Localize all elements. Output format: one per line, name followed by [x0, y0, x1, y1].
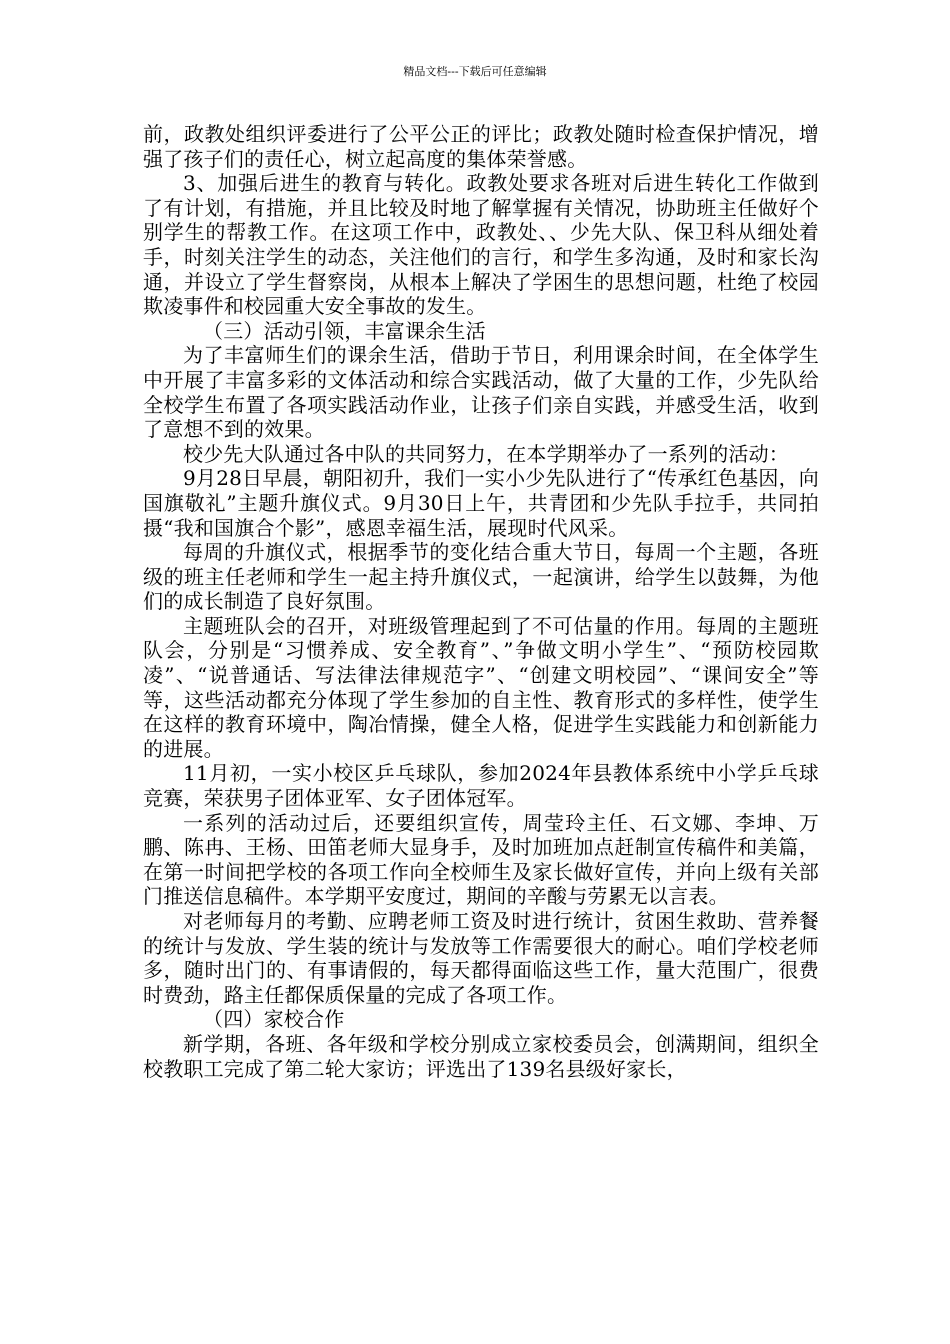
paragraph-8: 主题班队会的召开，对班级管理起到了不可估量的作用。每周的主题班队会，分别是“习惯养成、安全教育”、”争做文明小学生”、“预防校园欺凌”、“说普通话、写法律法律规范字”、“创建文明校园”、“课间安全”等等，这些活动都充分体现了学生参加的自主性、教育形式的多样性，使学生在这样的教育环境中，陶冶情操，健全人格，促进学生实践能力和创新能力的进展。	[143, 613, 819, 761]
document-body	[143, 122, 819, 1081]
paragraph-5: 校少先大队通过各中队的共同努力，在本学期举办了一系列的活动：	[183, 441, 789, 466]
paragraph-10: 一系列的活动过后，还要组织宣传，周莹玲主任、石文娜、李坤、万鹏、陈冉、王杨、田笛老师大显身手，及时加班加点赶制宣传稿件和美篇，在第一时间把学校的各项工作向全校师生及家长做好宣传，并向上级有关部门推送信息稿件。本学期平安度过，期间的辛酸与劳累无以言表。	[143, 810, 819, 909]
paragraph-6: 9月28日早晨，朝阳初升，我们一实小少先队进行了“传承红色基因，向国旗敬礼”主题升旗仪式。9月30日上午，共青团和少先队手拉手，共同拍摄“我和国旗合个影”，感恩幸福生活，展现时代风采。	[143, 466, 819, 540]
paragraph-13: 新学期，各班、各年级和学校分别成立家校委员会，创满期间，组织全校教职工完成了第二轮大家访；评选出了139名县级好家长，	[143, 1031, 819, 1081]
paragraph-1: 前，政教处组织评委进行了公平公正的评比；政教处随时检查保护情况，增强了孩子们的责任心，树立起高度的集体荣誉感。	[143, 122, 819, 171]
section-heading-3: （三）活动引领，丰富课余生活	[203, 318, 486, 343]
paragraph-11: 对老师每月的考勤、应聘老师工资及时进行统计，贫困生救助、营养餐的统计与发放、学生装的统计与发放等工作需要很大的耐心。咱们学校老师多，随时出门的、有事请假的，每天都得面临这些工作，量大范围广，很费时费劲，路主任都保质保量的完成了各项工作。	[143, 909, 819, 1007]
section-heading-4: （四）家校合作	[203, 1007, 345, 1032]
page-header: 精品文档---下载后可任意编辑	[403, 65, 547, 78]
paragraph-2: 3、加强后进生的教育与转化。政教处要求各班对后进生转化工作做到了有计划，有措施，并且比较及时地了解掌握有关情况，协助班主任做好个别学生的帮教工作。在这项工作中，政教处、、少先大队、保卫科从细处着手，时刻关注学生的动态，关注他们的言行，和学生多沟通，及时和家长沟通，并设立了学生督察岗，从根本上解决了学困生的思想问题，杜绝了校园欺凌事件和校园重大安全事故的发生。	[143, 171, 819, 319]
paragraph-9: 11月初，一实小校区乒乓球队，参加2024年县教体系统中小学乒乓球竞赛，荣获男子团体亚军、女子团体冠军。	[143, 761, 819, 811]
paragraph-4: 为了丰富师生们的课余生活，借助于节日，利用课余时间，在全体学生中开展了丰富多彩的文体活动和综合实践活动，做了大量的工作，少先队给全校学生布置了各项实践活动作业，让孩子们亲自实践，并感受生活，收到了意想不到的效果。	[143, 343, 819, 442]
paragraph-7: 每周的升旗仪式，根据季节的变化结合重大节日，每周一个主题，各班级的班主任老师和学生一起主持升旗仪式，一起演讲，给学生以鼓舞，为他们的成长制造了良好氛围。	[143, 540, 819, 614]
